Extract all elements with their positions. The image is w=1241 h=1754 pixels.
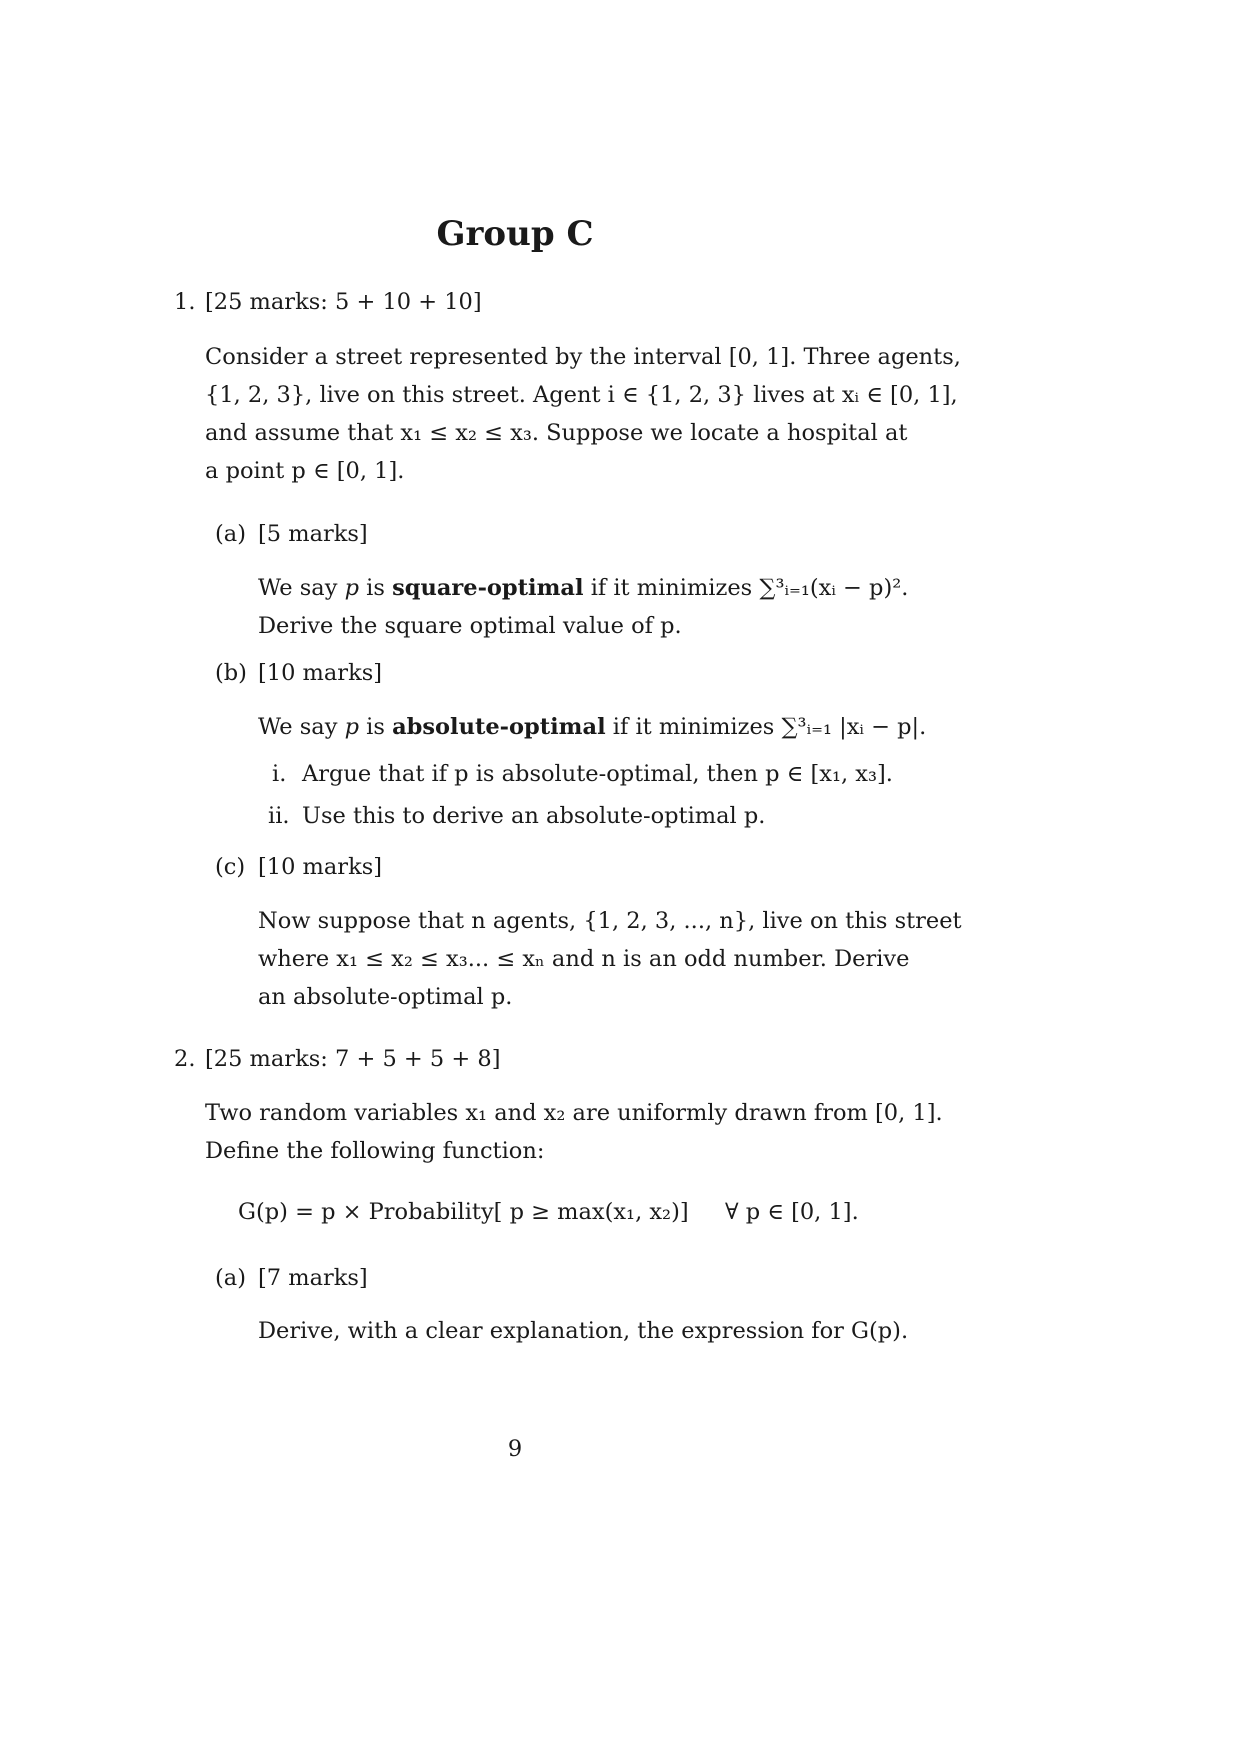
- absolute-sum-formula: ∑³ᵢ₌₁ |xᵢ − p|.: [781, 714, 927, 740]
- part-b-definition: We say p is absolute-optimal if it minimizes ∑³ᵢ₌₁ |xᵢ − p|.: [258, 714, 927, 740]
- question-1-intro-line-3: and assume that x₁ ≤ x₂ ≤ x₃. Suppose we locate a hospital at: [205, 420, 908, 446]
- question-1-intro-line-2: {1, 2, 3}, live on this street. Agent i ∈ {1, 2, 3} lives at xᵢ ∈ [0, 1],: [205, 382, 958, 408]
- part-c-marks: [10 marks]: [258, 854, 383, 880]
- question-1-marks: [25 marks: 5 + 10 + 10]: [205, 289, 482, 315]
- question-2-intro-line-2: Define the following function:: [205, 1138, 545, 1164]
- question-2-marks: [25 marks: 7 + 5 + 5 + 8]: [205, 1046, 501, 1072]
- part-c-line-3: an absolute-optimal p.: [258, 984, 513, 1010]
- q2-part-a-marks: [7 marks]: [258, 1265, 368, 1291]
- part-b-label: (b): [215, 660, 247, 686]
- part-a-label: (a): [215, 521, 246, 547]
- part-b-item-i-text: Argue that if p is absolute-optimal, then p ∈ [x₁, x₃].: [302, 761, 893, 787]
- part-a-task: Derive the square optimal value of p.: [258, 613, 682, 639]
- q2-part-a-task: Derive, with a clear explanation, the expression for G(p).: [258, 1318, 909, 1344]
- part-b-marks: [10 marks]: [258, 660, 383, 686]
- part-a-definition: We say p is square-optimal if it minimizes ∑³ᵢ₌₁(xᵢ − p)².: [258, 575, 909, 601]
- part-c-label: (c): [215, 854, 246, 880]
- part-c-line-1: Now suppose that n agents, {1, 2, 3, ..., n}, live on this street: [258, 908, 962, 934]
- question-1-intro-line-4: a point p ∈ [0, 1].: [205, 458, 405, 484]
- term-square-optimal: square-optimal: [392, 575, 584, 601]
- g-function-domain: ∀ p ∈ [0, 1].: [725, 1199, 859, 1225]
- question-2-intro-line-1: Two random variables x₁ and x₂ are uniformly drawn from [0, 1].: [205, 1100, 943, 1126]
- term-absolute-optimal: absolute-optimal: [392, 714, 606, 740]
- page-title: Group C: [436, 214, 594, 254]
- part-b-item-ii-text: Use this to derive an absolute-optimal p.: [302, 803, 766, 829]
- part-c-line-2: where x₁ ≤ x₂ ≤ x₃... ≤ xₙ and n is an odd number. Derive: [258, 946, 910, 972]
- question-2-number: 2.: [174, 1046, 196, 1072]
- question-1-intro-line-1: Consider a street represented by the interval [0, 1]. Three agents,: [205, 344, 961, 370]
- page-number: 9: [507, 1436, 523, 1462]
- part-b-item-ii-label: ii.: [268, 803, 290, 829]
- q2-part-a-label: (a): [215, 1265, 246, 1291]
- question-1-number: 1.: [174, 289, 196, 315]
- g-function-equation: G(p) = p × Probability[ p ≥ max(x₁, x₂)]: [238, 1199, 689, 1225]
- part-b-item-i-label: i.: [272, 761, 287, 787]
- part-a-marks: [5 marks]: [258, 521, 368, 547]
- square-sum-formula: ∑³ᵢ₌₁(xᵢ − p)².: [759, 575, 909, 601]
